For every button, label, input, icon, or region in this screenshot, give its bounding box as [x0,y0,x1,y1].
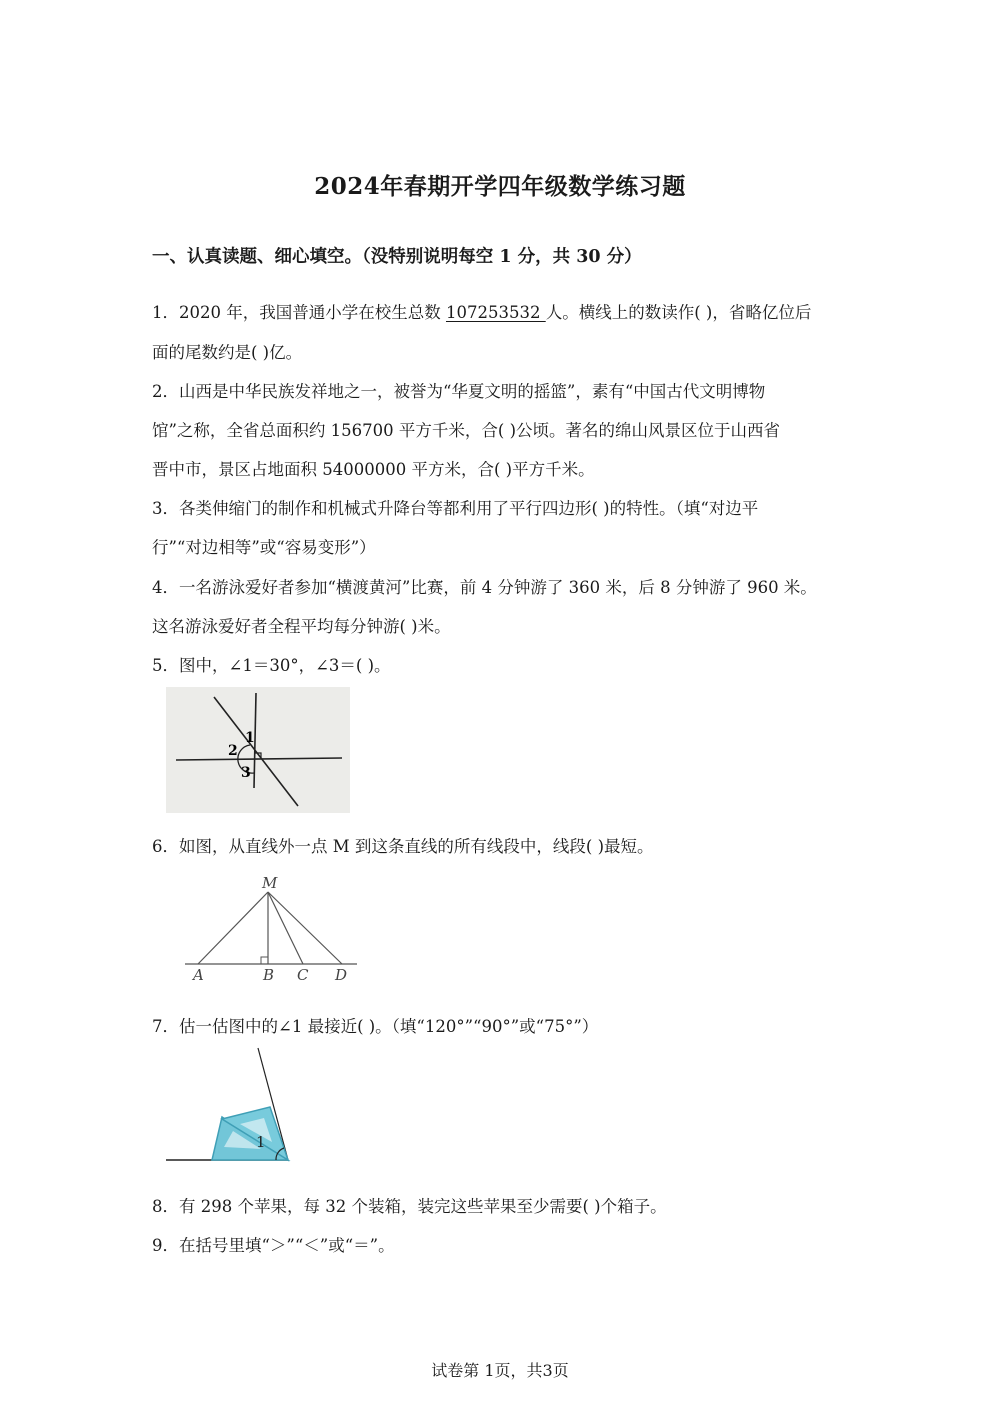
question-2-line-3: 晋中市，景区占地面积 54000000 平方米，合( )平方千米。 [152,460,595,479]
point-label-m: M [262,874,278,892]
question-6-line-1: 6．如图，从直线外一点 M 到这条直线的所有线段中，线段( )最短。 [152,837,654,856]
q1-text-before: 1．2020 年，我国普通小学在校生总数 [152,303,446,322]
question-2-line-1: 2．山西是中华民族发祥地之一，被誉为“华夏文明的摇篮”，素有“中国古代文明博物 [152,382,766,401]
angle-figure-q5 [166,687,350,813]
q1-text-after: 人。横线上的数读作( )，省略亿位后 [545,303,812,322]
photo-background [166,687,350,813]
angle-label-3: 3 [241,765,251,781]
page-footer: 试卷第 1页，共3页 [431,1361,569,1380]
question-8-line-1: 8．有 298 个苹果，每 32 个装箱，装完这些苹果至少需要( )个箱子。 [152,1197,667,1216]
set-square-figure-q7 [162,1044,302,1166]
question-1-line-1 [152,299,811,323]
point-label-a: A [193,966,204,984]
segment-mc [268,892,303,964]
point-label-b: B [263,966,275,984]
question-2-line-2: 馆”之称，全省总面积约 156700 平方千米，合( )公顷。著名的绵山风景区位于山西省 [152,421,781,440]
point-label-d: D [335,966,348,984]
question-4-line-2: 这名游泳爱好者全程平均每分钟游( )米。 [152,617,451,636]
question-1-line-2: 面的尾数约是( )亿。 [152,343,303,362]
angle-label-1: 1 [256,1133,266,1151]
right-angle-mark [261,957,268,964]
q1-underlined-number: 107253532 [445,303,546,322]
segment-md [268,892,342,964]
question-9-line-1: 9．在括号里填“＞”“＜”或“＝”。 [152,1236,395,1255]
point-label-c: C [297,966,309,984]
perpendicular-figure-q6 [180,870,365,985]
question-4-line-1: 4．一名游泳爱好者参加“横渡黄河”比赛，前 4 分钟游了 360 米，后 8 分钟游了 960 米。 [152,578,817,597]
segment-ma [198,892,268,964]
question-5-line-1: 5．图中，∠1＝30°，∠3＝( )。 [152,656,391,675]
question-7-line-1: 7．估一估图中的∠1 最接近( )。（填“120°”“90°”或“75°”） [152,1017,599,1036]
page-title: 2024年春期开学四年级数学练习题 [314,173,686,200]
section-heading: 一、认真读题、细心填空。（没特别说明每空 1 分，共 30 分） [152,247,642,267]
angle-label-2: 2 [228,743,238,759]
question-3-line-1: 3．各类伸缩门的制作和机械式升降台等都利用了平行四边形( )的特性。（填“对边平 [152,499,759,518]
angle-label-1: 1 [245,730,255,746]
question-3-line-2: 行”“对边相等”或“容易变形”） [152,538,376,557]
